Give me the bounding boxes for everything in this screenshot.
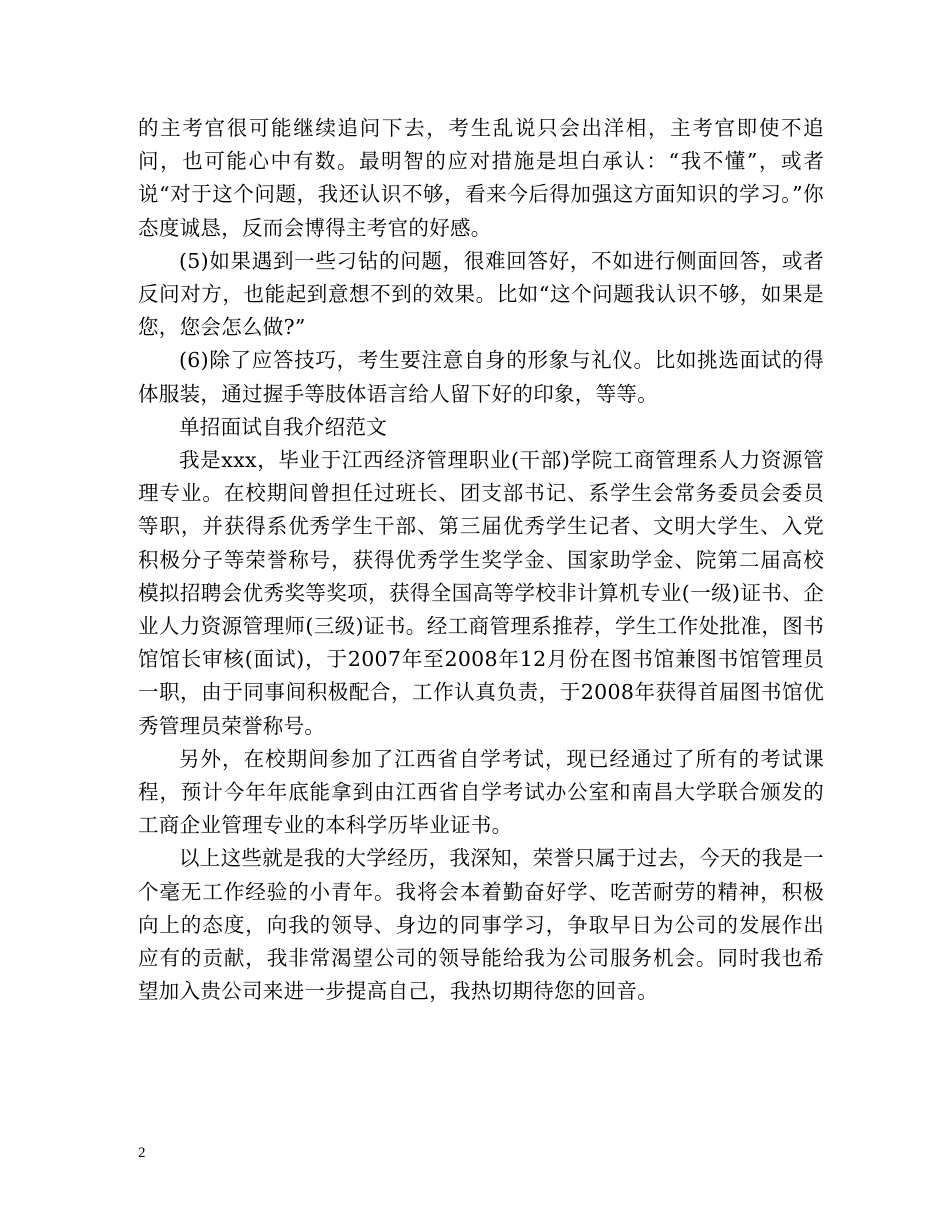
- section-heading: 单招面试自我介绍范文: [179, 414, 387, 439]
- paragraph-continued: 的主考官很可能继续追问下去，考生乱说只会出洋相，主考官即使不追问，也可能心中有数。最明智的应对措施是坦白承认：“我不懂”，或者说“对于这个问题，我还认识不够，看来今后得加强这方面知识的学习。”你态度诚恳，反而会博得主考官的好感。: [138, 116, 824, 240]
- paragraph-conclusion: 以上这些就是我的大学经历，我深知，荣誉只属于过去，今天的我是一个毫无工作经验的小青年。我将会本着勤奋好学、吃苦耐劳的精神，积极向上的态度，向我的领导、身边的同事学习，争取早日为公司的发展作出应有的贡献，我非常渴望公司的领导能给我为公司服务机会。同时我也希望加入贵公司来进一步提高自己，我热切期待您的回音。: [138, 846, 824, 1004]
- paragraph-tip-6: (6)除了应答技巧，考生要注意自身的形象与礼仪。比如挑选面试的得体服装，通过握手等肢体语言给人留下好的印象，等等。: [138, 348, 824, 406]
- paragraph-self-study: 另外，在校期间参加了江西省自学考试，现已经通过了所有的考试课程，预计今年年底能拿到由江西省自学考试办公室和南昌大学联合颁发的工商企业管理专业的本科学历毕业证书。: [138, 746, 824, 838]
- document-body: [138, 112, 824, 1008]
- paragraph-self-intro: 我是xxx，毕业于江西经济管理职业(干部)学院工商管理系人力资源管理专业。在校期间曾担任过班长、团支部书记、系学生会常务委员会委员等职，并获得系优秀学生干部、第三届优秀学生记者、文明大学生、入党积极分子等荣誉称号，获得优秀学生奖学金、国家助学金、院第二届高校模拟招聘会优秀奖等奖项，获得全国高等学校非计算机专业(一级)证书、企业人力资源管理师(三级)证书。经工商管理系推荐，学生工作处批准，图书馆馆长审核(面试)，于2007年至2008年12月份在图书馆兼图书馆管理员一职，由于同事间积极配合，工作认真负责，于2008年获得首届图书馆优秀管理员荣誉称号。: [138, 448, 824, 738]
- paragraph-tip-5: (5)如果遇到一些刁钻的问题，很难回答好，不如进行侧面回答，或者反问对方，也能起到意想不到的效果。比如“这个问题我认识不够，如果是您，您会怎么做?”: [138, 248, 824, 340]
- page-number: 2: [138, 1145, 146, 1161]
